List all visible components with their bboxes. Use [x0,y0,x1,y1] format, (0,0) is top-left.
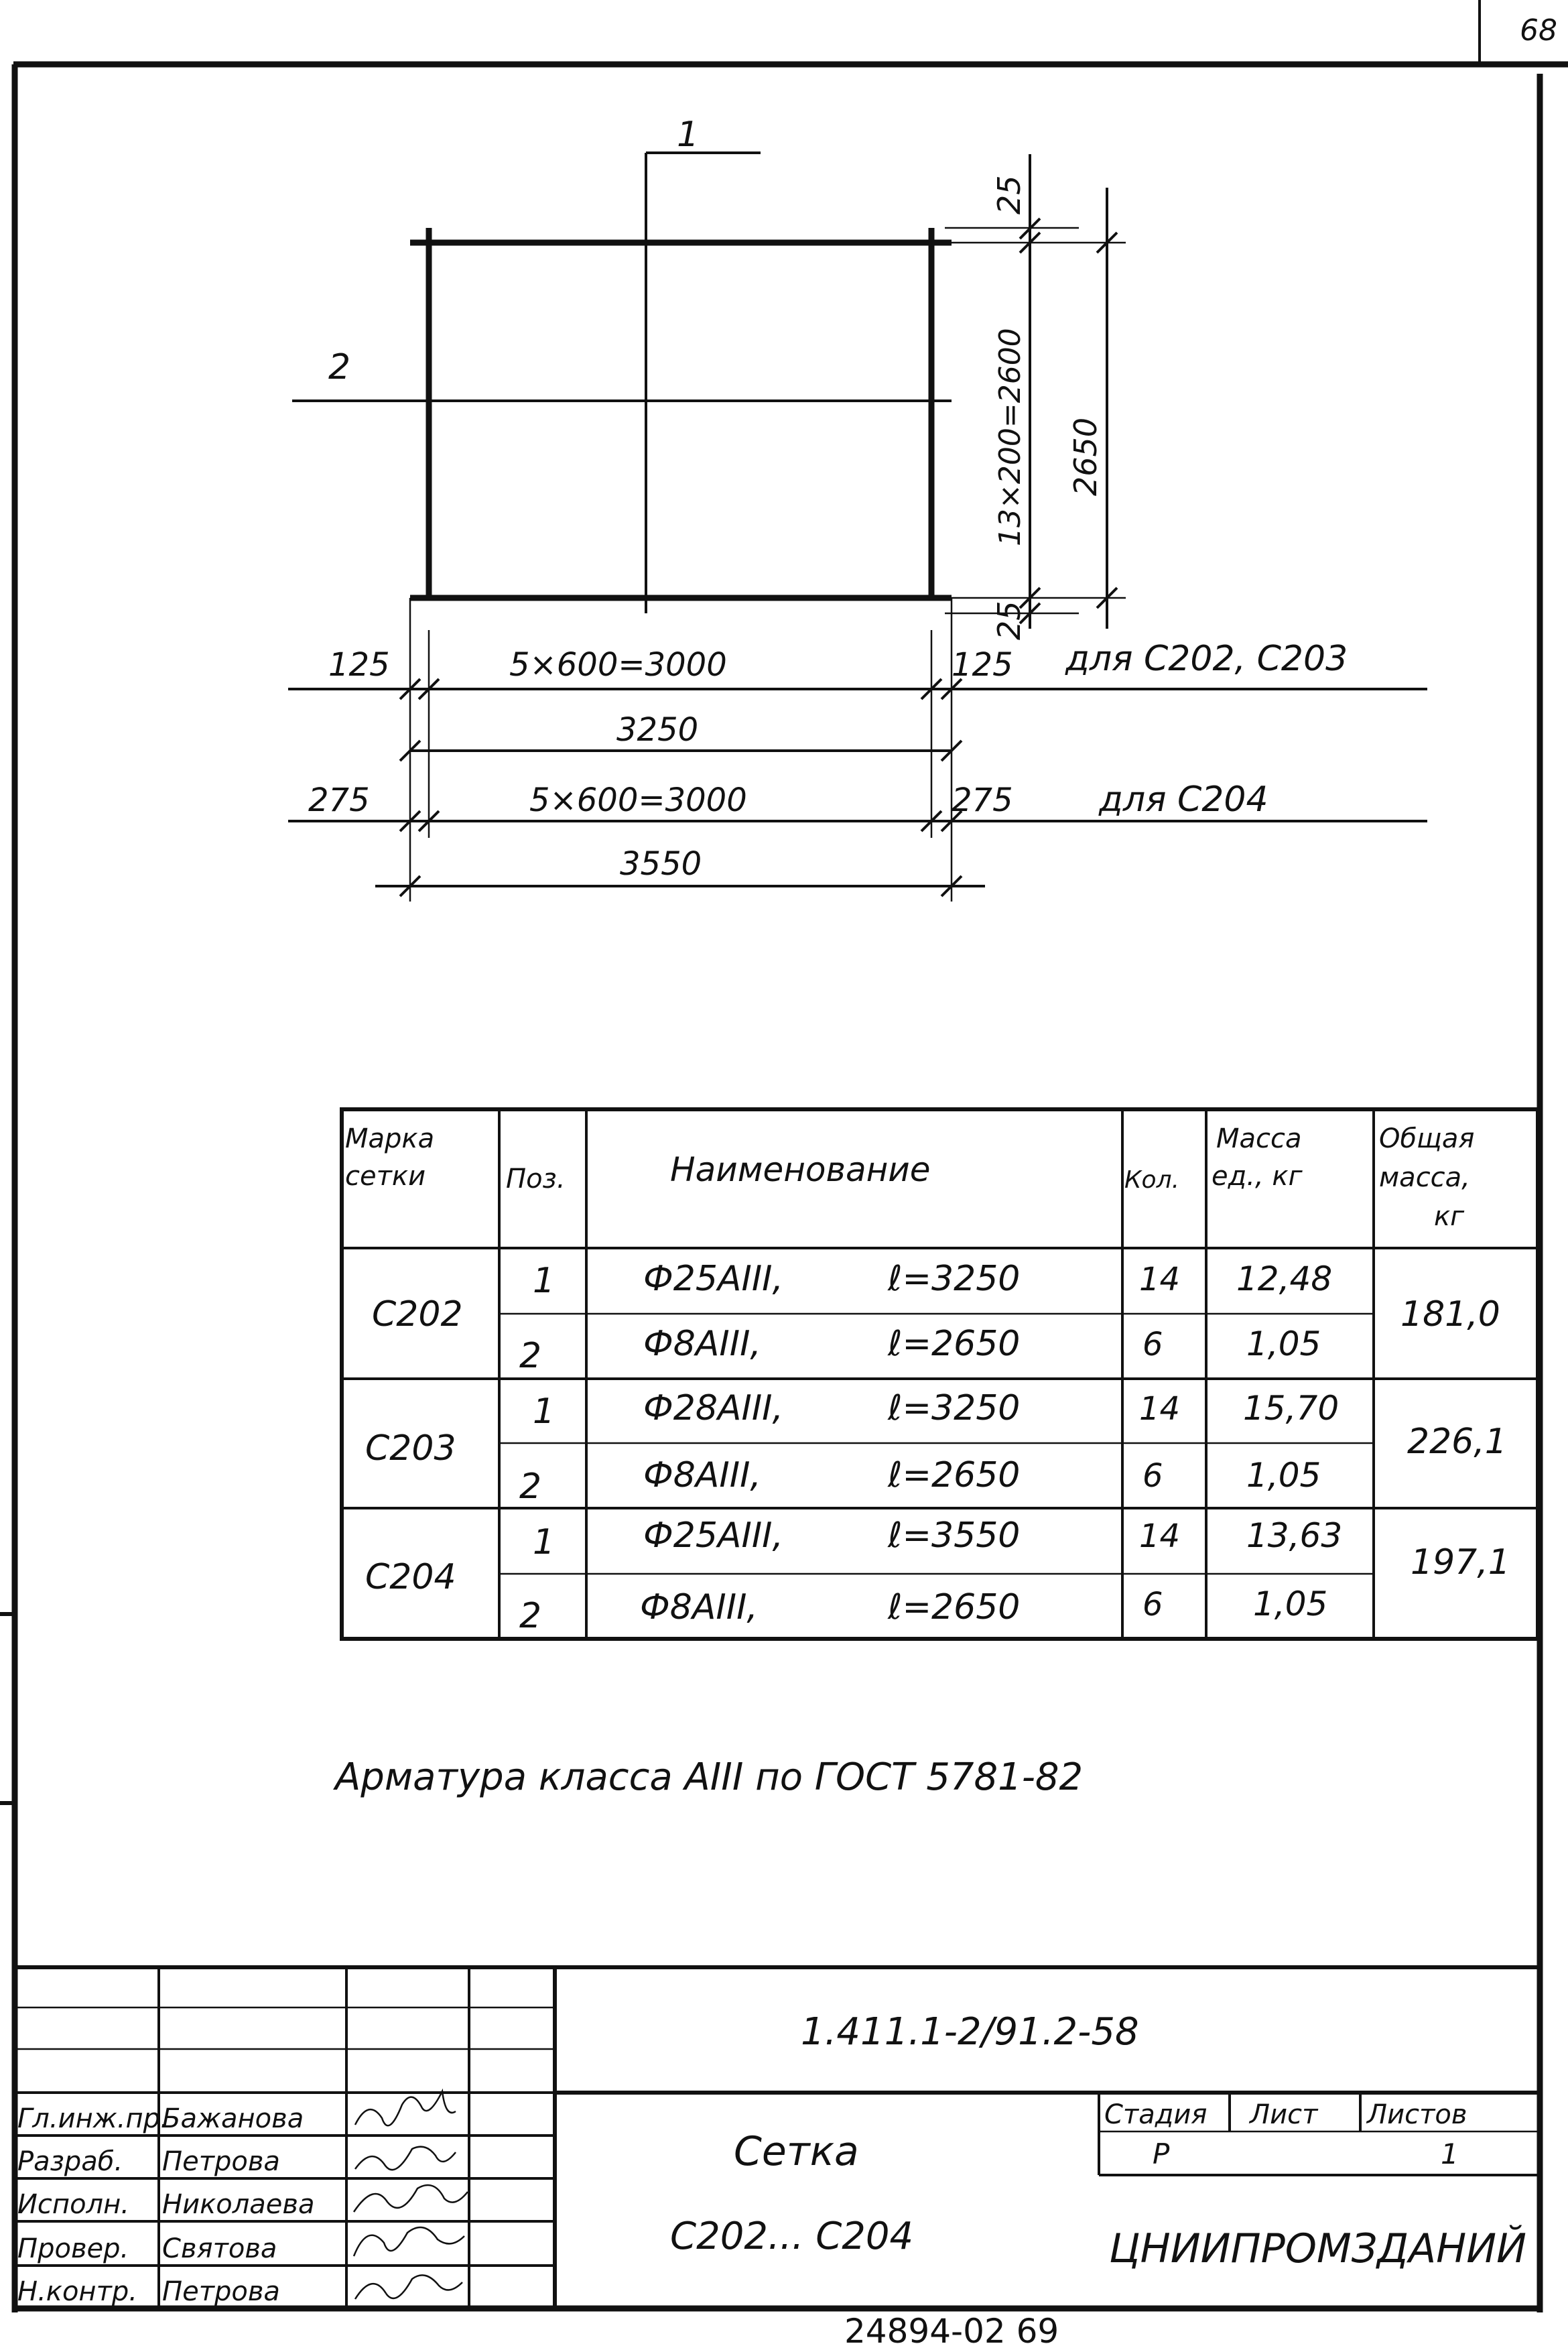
signature [354,2227,464,2256]
dim-row1-left: 125 [328,646,390,684]
table-length: ℓ=2650 [888,1324,1021,1364]
signature [354,2185,468,2212]
dim-row1-note: для С202, С203 [1065,639,1348,679]
table-length: ℓ=3550 [888,1516,1021,1556]
dim-top: 25 [991,175,1027,214]
table-pos: 1 [533,1392,556,1432]
table-length: ℓ=3250 [888,1259,1021,1299]
callout-1: 1 [677,115,700,155]
signature [355,2275,462,2299]
header-mark-line2: сетки [345,1161,426,1192]
table-bar: Ф8АIII, [640,1587,758,1627]
dim-total1: 3250 [616,711,699,749]
table-mass: 12,48 [1236,1259,1333,1298]
role-label: Н.контр. [17,2276,137,2307]
table-bar: Ф8АIII, [643,1324,761,1364]
table-mass: 13,63 [1246,1516,1343,1555]
header-mark-line1: Марка [345,1123,435,1154]
table-qty: 14 [1139,1518,1181,1555]
table-total: 226,1 [1407,1422,1507,1462]
document-code: 1.411.1-2/91.2-58 [801,2010,1139,2054]
header-qty: Кол. [1124,1166,1180,1194]
table-pos: 2 [519,1336,542,1376]
sheets-label: Листов [1367,2099,1467,2130]
table-mass: 1,05 [1246,1456,1321,1495]
title-block [15,1967,1540,2308]
footer-stamp: 24894-02 69 [844,2312,1059,2350]
table-mass: 15,70 [1243,1389,1340,1428]
dim-row2-right: 275 [952,782,1013,819]
table-mark: С202 [372,1294,463,1335]
header-total-mass-line3: кг [1434,1201,1465,1232]
signature [355,2091,456,2125]
sheet-number-box [1480,0,1557,62]
dim-row2-left: 275 [308,782,370,819]
horizontal-dimensions [288,598,1427,902]
table-bar: Ф25АIII, [643,1259,784,1299]
table-pos: 1 [533,1522,556,1562]
person-name: Николаева [162,2189,315,2220]
person-name: Петрова [162,2146,280,2177]
dim-total2: 3550 [620,845,702,883]
table-length: ℓ=2650 [888,1587,1021,1627]
mesh-drawing [292,115,952,613]
person-name: Петрова [162,2276,280,2307]
table-bar: Ф25АIII, [643,1516,784,1556]
spec-table [342,1109,1538,1639]
drawing-title-line2: С202... С204 [670,2215,914,2258]
reinforcement-note: Арматура класса АIII по ГОСТ 5781-82 [335,1755,1084,1799]
sheet-label: Лист [1250,2099,1318,2130]
table-length: ℓ=2650 [888,1455,1021,1495]
person-name: Бажанова [162,2103,304,2134]
table-bar: Ф28АIII, [643,1388,784,1428]
table-qty: 14 [1139,1261,1181,1298]
stage-label: Стадия [1104,2099,1207,2130]
role-label: Разраб. [17,2146,123,2177]
vertical-dimensions [945,154,1126,640]
sheet-number: 68 [1520,13,1557,48]
table-total: 197,1 [1411,1542,1510,1583]
dim-row2-note: для С204 [1099,780,1268,820]
header-total-mass-line2: масса, [1379,1162,1470,1193]
dim-outer-vertical: 2650 [1067,417,1104,496]
role-label: Провер. [17,2233,129,2264]
dim-bottom: 25 [991,601,1027,640]
dim-row1-right: 125 [952,646,1013,684]
sheets-value: 1 [1441,2138,1459,2170]
dim-row2-middle: 5×600=3000 [529,782,747,819]
table-mark: С204 [365,1557,456,1597]
table-pos: 2 [519,1467,542,1507]
table-mass: 1,05 [1246,1324,1321,1363]
table-qty: 6 [1142,1586,1163,1623]
header-unit-mass-line1: Масса [1216,1123,1302,1154]
header-name: Наименование [670,1150,931,1189]
header-total-mass-line1: Общая [1379,1123,1475,1154]
table-mass: 1,05 [1253,1585,1328,1623]
dim-row1-middle: 5×600=3000 [509,646,727,684]
table-qty: 6 [1142,1457,1163,1495]
header-unit-mass-line2: ед., кг [1212,1161,1303,1192]
table-qty: 14 [1139,1390,1181,1428]
table-length: ℓ=3250 [888,1388,1021,1428]
dim-inner-vertical: 13×200=2600 [993,328,1027,546]
drawing-title-line1: Сетка [734,2128,859,2175]
table-pos: 2 [519,1596,542,1636]
organization: ЦНИИПРОМЗДАНИЙ [1109,2225,1527,2272]
stage-value: Р [1153,2138,1170,2170]
table-total: 181,0 [1400,1294,1500,1335]
table-pos: 1 [533,1261,556,1301]
table-mark: С203 [365,1428,456,1469]
role-label: Исполн. [17,2189,129,2220]
header-pos: Поз. [506,1164,566,1194]
person-name: Святова [162,2233,277,2264]
role-label: Гл.инж.пр. [17,2103,169,2134]
callout-2: 2 [328,347,351,387]
table-qty: 6 [1142,1326,1163,1363]
table-bar: Ф8АIII, [643,1455,761,1495]
signature [355,2147,456,2170]
